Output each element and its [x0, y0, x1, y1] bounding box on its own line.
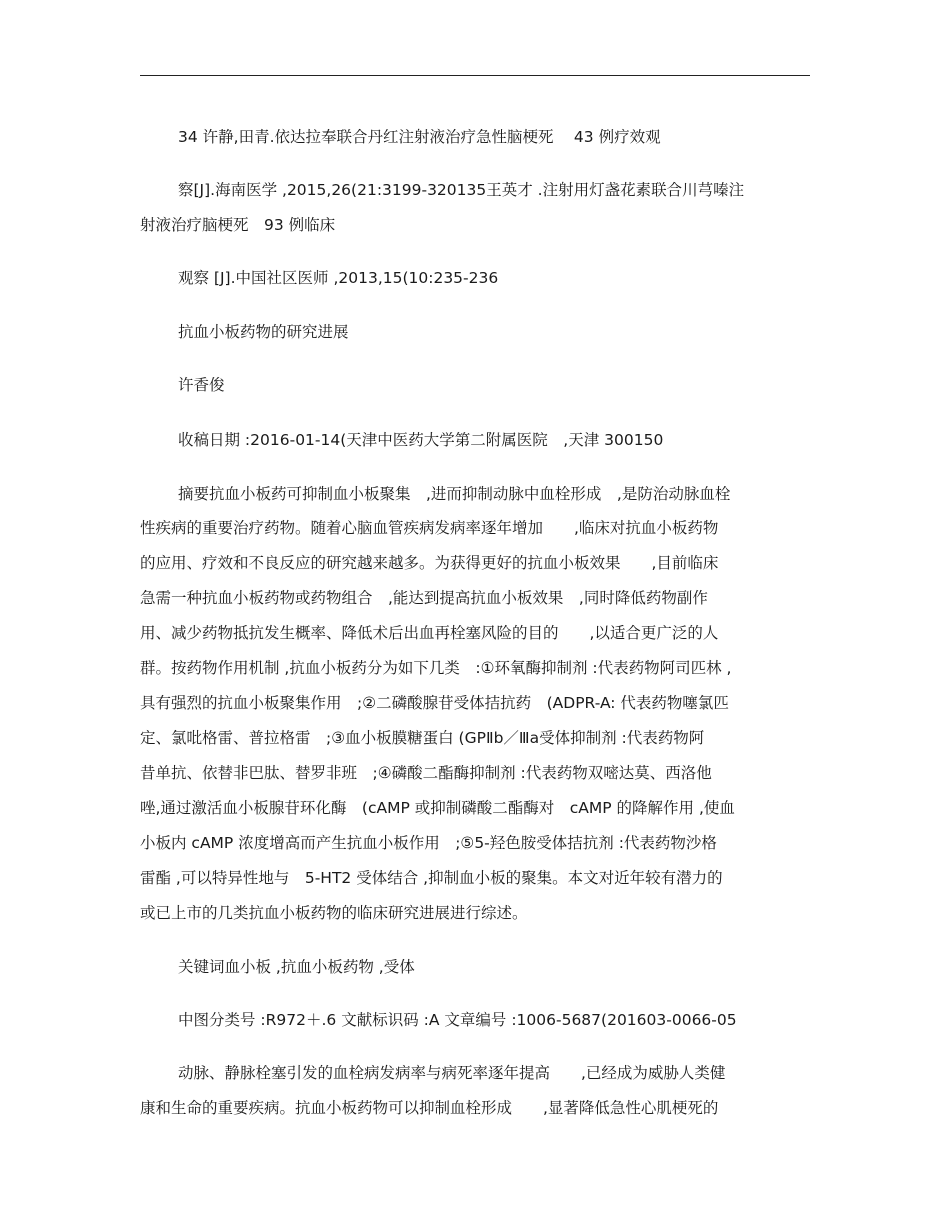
- classification-info: 中图分类号 :R972＋.6 文献标识码 :A 文章编号 :1006-5687(201603-0066-05: [178, 1011, 737, 1029]
- body-line-2: 康和生命的重要疾病。抗血小板药物可以抑制血栓形成 ,显著降低急性心肌梗死的: [140, 1099, 719, 1117]
- abstract-line-5: 用、减少药物抵抗发生概率、降低术后出血再栓塞风险的目的 ,以适合更广泛的人: [140, 624, 719, 642]
- abstract-line-3: 的应用、疗效和不良反应的研究越来越多。为获得更好的抗血小板效果 ,目前临床: [140, 554, 719, 572]
- abstract-line-8: 定、氯吡格雷、普拉格雷 ;③血小板膜糖蛋白 (GPⅡb／Ⅲa受体抑制剂 :代表药物阿: [140, 729, 705, 747]
- text-line-ref35-source: 观察 [J].中国社区医师 ,2013,15(10:235-236: [178, 269, 499, 287]
- article-title: 抗血小板药物的研究进展: [178, 323, 349, 341]
- abstract-line-2: 性疾病的重要治疗药物。随着心脑血管疾病发病率逐年增加 ,临床对抗血小板药物: [140, 519, 719, 537]
- received-date: 收稿日期 :2016-01-14(天津中医药大学第二附属医院 ,天津 300150: [178, 431, 664, 449]
- abstract-line-13: 或已上市的几类抗血小板药物的临床研究进展进行综述。: [140, 904, 528, 922]
- text-line-ref34-cont: 察[J].海南医学 ,2015,26(21:3199-320135王英才 .注射用灯盏花素联合川芎嗪注: [178, 181, 745, 199]
- abstract-line-10: 唑,通过激活血小板腺苷环化酶 (cAMP 或抑制磷酸二酯酶对 cAMP 的降解作用 ,使血: [140, 799, 735, 817]
- body-line-1: 动脉、静脉栓塞引发的血栓病发病率与病死率逐年提高 ,已经成为威胁人类健: [178, 1064, 726, 1082]
- abstract-line-6: 群。按药物作用机制 ,抗血小板药分为如下几类 :①环氧酶抑制剂 :代表药物阿司匹林 ,: [140, 659, 732, 677]
- abstract-line-9: 昔单抗、依替非巴肽、替罗非班 ;④磷酸二酯酶抑制剂 :代表药物双嘧达莫、西洛他: [140, 764, 712, 782]
- article-author: 许香俊: [178, 376, 225, 394]
- abstract-line-1: 摘要抗血小板药可抑制血小板聚集 ,进而抑制动脉中血栓形成 ,是防治动脉血栓: [178, 485, 731, 503]
- abstract-line-7: 具有强烈的抗血小板聚集作用 ;②二磷酸腺苷受体拮抗药 (ADPR-A: 代表药物噻氯匹: [140, 694, 729, 712]
- text-line-ref35-cont: 射液治疗脑梗死 93 例临床: [140, 216, 336, 234]
- keywords: 关键词血小板 ,抗血小板药物 ,受体: [178, 958, 415, 976]
- text-line-ref34: 34 许静,田青.依达拉奉联合丹红注射液治疗急性脑梗死 43 例疗效观: [178, 128, 661, 146]
- abstract-line-12: 雷酯 ,可以特异性地与 5-HT2 受体结合 ,抑制血小板的聚集。本文对近年较有潜力的: [140, 869, 723, 887]
- abstract-line-4: 急需一种抗血小板药物或药物组合 ,能达到提高抗血小板效果 ,同时降低药物副作: [140, 589, 708, 607]
- header-rule: [140, 75, 810, 76]
- abstract-line-11: 小板内 cAMP 浓度增高而产生抗血小板作用 ;⑤5-羟色胺受体拮抗剂 :代表药物沙格: [140, 834, 717, 852]
